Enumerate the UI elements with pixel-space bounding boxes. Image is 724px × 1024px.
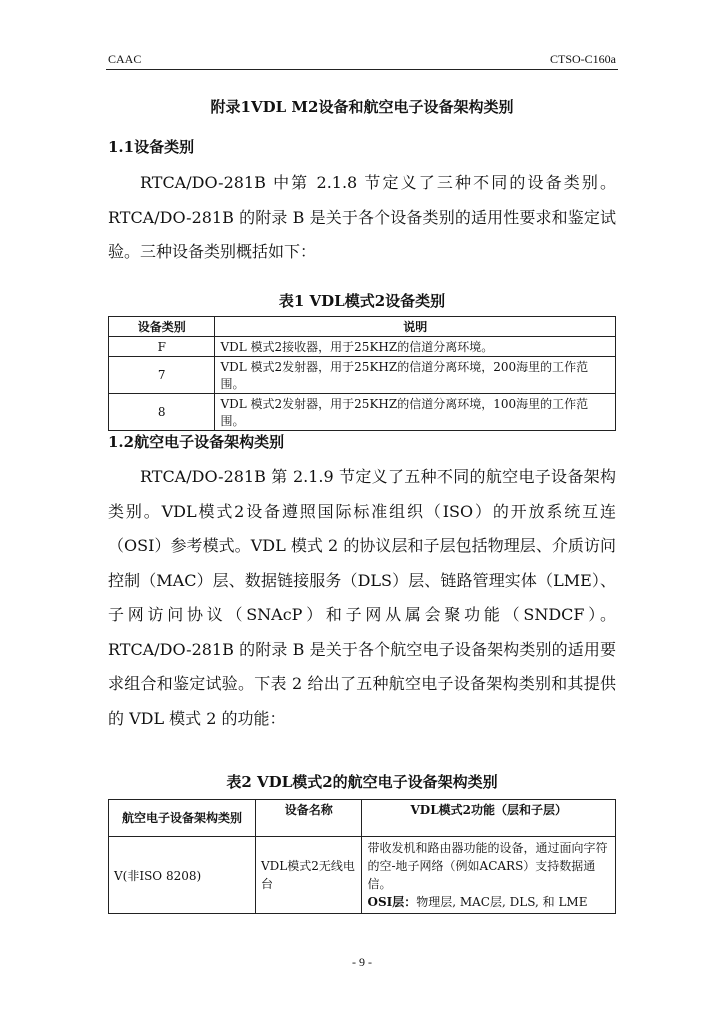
section-1-paragraph: RTCA/DO-281B 中第 2.1.8 节定义了三种不同的设备类别。RTCA/DO-281B 的附录 B 是关于各个设备类别的适用性要求和鉴定试验。三种设备类别概括如下： <box>108 173 616 261</box>
page-number: - 9 - <box>352 955 372 969</box>
table-2-header-row <box>109 800 616 837</box>
table-1-description-cell: VDL 模式2发射器，用于25KHZ的信道分离环境，200海里的工作范围。 <box>215 357 616 394</box>
header-left: CAAC <box>108 52 142 66</box>
table-1-description-cell: VDL 模式2接收器，用于25KHZ的信道分离环境。 <box>215 337 616 357</box>
section-2-paragraph: RTCA/DO-281B 第 2.1.9 节定义了五种不同的航空电子设备架构类别。VDL模式2设备遵照国际标准组织（ISO）的开放系统互连（OSI）参考模式。VDL 模式 2 的协议层和子层包括物理层、介质访问控制（MAC）层、数据链接服务（DLS）层、链路管理实体（LME）、子网访问协议（SNAcP）和子网从属会聚功能（SNDCF）。RTCA/DO-281B 的附录 B 是关于各个航空电子设备架构类别的适用要求组合和鉴定试验。下表 2 给出了五种航空电子设备架构类别和其提供的 VDL 模式 2 的功能： <box>108 467 616 728</box>
table-2-device-cell: VDL模式2无线电台 <box>256 837 362 914</box>
table-2-function-text: 带收发机和路由器功能的设备，通过面向字符的空-地子网络（例如ACARS）支持数据通信。 <box>367 841 608 891</box>
table-2-osi-label: OSI层： <box>367 895 417 909</box>
table-row <box>109 394 616 431</box>
table-2-function-cell <box>362 837 616 914</box>
table-1-header-category: 设备类别 <box>109 317 215 337</box>
table-1-header-row <box>109 317 616 337</box>
page-title: 附录1VDL M2设备和航空电子设备架构类别 <box>210 98 514 116</box>
table-row <box>109 837 616 914</box>
table-1-category-cell: 7 <box>109 357 215 394</box>
header-divider <box>106 69 618 70</box>
table-2-header-function: VDL模式2功能（层和子层） <box>362 800 616 837</box>
table-2-header-device: 设备名称 <box>256 800 362 837</box>
section-1-heading: 1.1设备类别 <box>108 138 195 156</box>
table-2-osi-line <box>367 893 610 911</box>
table-2 <box>108 799 616 914</box>
table-2-header-category: 航空电子设备架构类别 <box>109 800 256 837</box>
table-1 <box>108 316 616 431</box>
table-1-category-cell: F <box>109 337 215 357</box>
table-1-category-cell: 8 <box>109 394 215 431</box>
table-2-category-cell: V(非ISO 8208) <box>109 837 256 914</box>
table-1-header-description: 说明 <box>215 317 616 337</box>
table-2-osi-layers: 物理层, MAC层, DLS, 和 LME <box>416 895 588 909</box>
table-row <box>109 337 616 357</box>
table-1-caption: 表1 VDL模式2设备类别 <box>278 292 446 310</box>
table-1-description-cell: VDL 模式2发射器，用于25KHZ的信道分离环境，100海里的工作范围。 <box>215 394 616 431</box>
table-2-caption: 表2 VDL模式2的航空电子设备架构类别 <box>226 773 498 791</box>
header-right: CTSO-C160a <box>550 52 616 66</box>
table-row <box>109 357 616 394</box>
section-2-heading: 1.2航空电子设备架构类别 <box>108 433 285 451</box>
